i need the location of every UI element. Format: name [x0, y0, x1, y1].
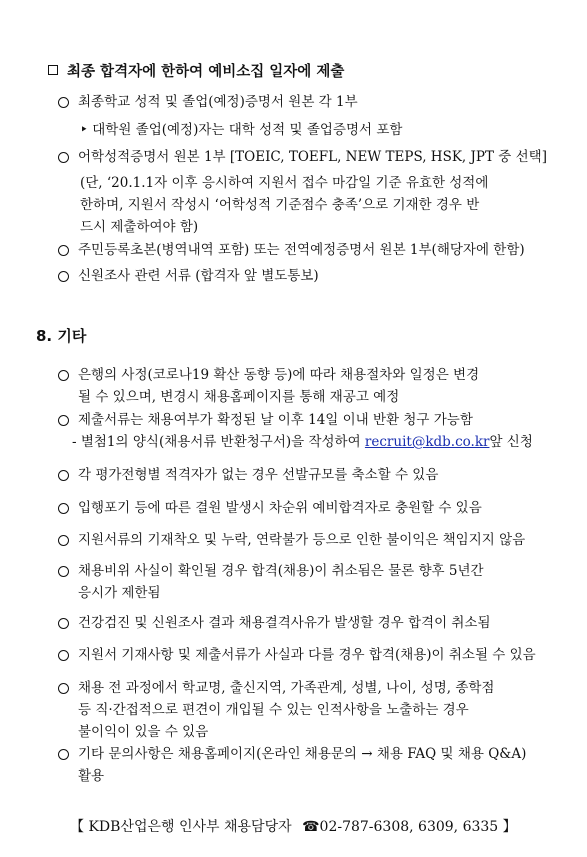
circle-bullet-icon	[58, 650, 69, 661]
list-item: 어학성적증명서 원본 1부 [TOEIC, TOEFL, NEW TEPS, HSK, JPT 중 선택]	[78, 149, 547, 165]
footer-text: KDB산업은행 인사부 채용담당자	[88, 819, 292, 835]
email-link[interactable]: recruit@kdb.co.kr	[364, 434, 490, 450]
circle-bullet-icon	[58, 152, 69, 163]
list-item: 지원서류의 기재착오 및 누락, 연락불가 등으로 인한 불이익은 책임지지 않음	[78, 532, 526, 548]
list-item: 채용 전 과정에서 학교명, 출신지역, 가족관계, 성별, 나이, 성명, 종학점	[78, 680, 495, 696]
list-note: 한하며, 지원서 작성시 ‘어학성적 기준점수 충족’으로 기재한 경우 반	[80, 197, 480, 213]
list-item: 최종학교 성적 및 졸업(예정)증명서 원본 각 1부	[78, 94, 358, 110]
square-bullet-icon	[48, 65, 58, 75]
list-item: 입행포기 등에 따른 결원 발생시 차순위 예비합격자로 충원할 수 있음	[78, 500, 482, 516]
circle-bullet-icon	[58, 370, 69, 381]
list-item: 채용비위 사실이 확인될 경우 합격(채용)이 취소됨은 물론 향후 5년간	[78, 563, 484, 579]
list-subitem	[72, 433, 533, 451]
list-note: 드시 제출하여야 함)	[80, 219, 199, 235]
list-item: 기타 문의사항은 채용홈페이지(온라인 채용문의 → 채용 FAQ 및 채용 Q&A)	[78, 746, 527, 762]
circle-bullet-icon	[58, 749, 69, 760]
contact-footer	[70, 816, 517, 836]
phone-icon: ☎	[302, 819, 320, 835]
list-note: (단, ‘20.1.1자 이후 응시하여 지원서 접수 마감일 기준 유효한 성적에	[80, 175, 489, 191]
list-item: 제출서류는 채용여부가 확정된 날 이후 14일 이내 반환 청구 가능함	[78, 412, 473, 428]
list-item-cont: 불이익이 있을 수 있음	[78, 724, 209, 740]
circle-bullet-icon	[58, 618, 69, 629]
sub-text: 앞 신청	[489, 434, 533, 450]
sub-text: - 별첨1의 양식(채용서류 반환청구서)을 작성하여	[72, 434, 365, 450]
circle-bullet-icon	[58, 535, 69, 546]
circle-bullet-icon	[58, 97, 69, 108]
list-item-cont: 될 수 있으며, 변경시 채용홈페이지를 통해 재공고 예정	[78, 389, 400, 405]
circle-bullet-icon	[58, 470, 69, 481]
circle-bullet-icon	[58, 503, 69, 514]
section-heading-other: 8. 기타	[36, 327, 87, 345]
list-item: 은행의 사정(코로나19 확산 동향 등)에 따라 채용절차와 일정은 변경	[78, 367, 480, 383]
list-item-cont: 활용	[78, 768, 105, 784]
circle-bullet-icon	[58, 415, 69, 426]
section-heading-final: 최종 합격자에 한하여 예비소집 일자에 제출	[48, 60, 344, 81]
circle-bullet-icon	[58, 245, 69, 256]
list-item: 건강검진 및 신원조사 결과 채용결격사유가 발생할 경우 합격이 취소됨	[78, 615, 491, 631]
list-item: 주민등록초본(병역내역 포함) 또는 전역예정증명서 원본 1부(해당자에 한함)	[78, 242, 525, 258]
bracket-open: 【	[70, 819, 84, 835]
list-item: 지원서 기재사항 및 제출서류가 사실과 다를 경우 합격(채용)이 취소될 수 있음	[78, 647, 536, 663]
list-item: 신원조사 관련 서류 (합격자 앞 별도통보)	[78, 268, 319, 284]
list-item: 각 평가전형별 적격자가 없는 경우 선발규모를 축소할 수 있음	[78, 467, 439, 483]
list-item-cont: 등 직·간접적으로 편견이 개입될 수 있는 인적사항을 노출하는 경우	[78, 702, 469, 718]
footer-phone: 02-787-6308, 6309, 6335	[319, 819, 499, 835]
list-item-cont: 응시가 제한됨	[78, 585, 161, 601]
circle-bullet-icon	[58, 271, 69, 282]
bracket-close: 】	[502, 819, 517, 835]
list-subitem: ‣ 대학원 졸업(예정)자는 대학 성적 및 졸업증명서 포함	[80, 122, 403, 138]
circle-bullet-icon	[58, 566, 69, 577]
circle-bullet-icon	[58, 683, 69, 694]
